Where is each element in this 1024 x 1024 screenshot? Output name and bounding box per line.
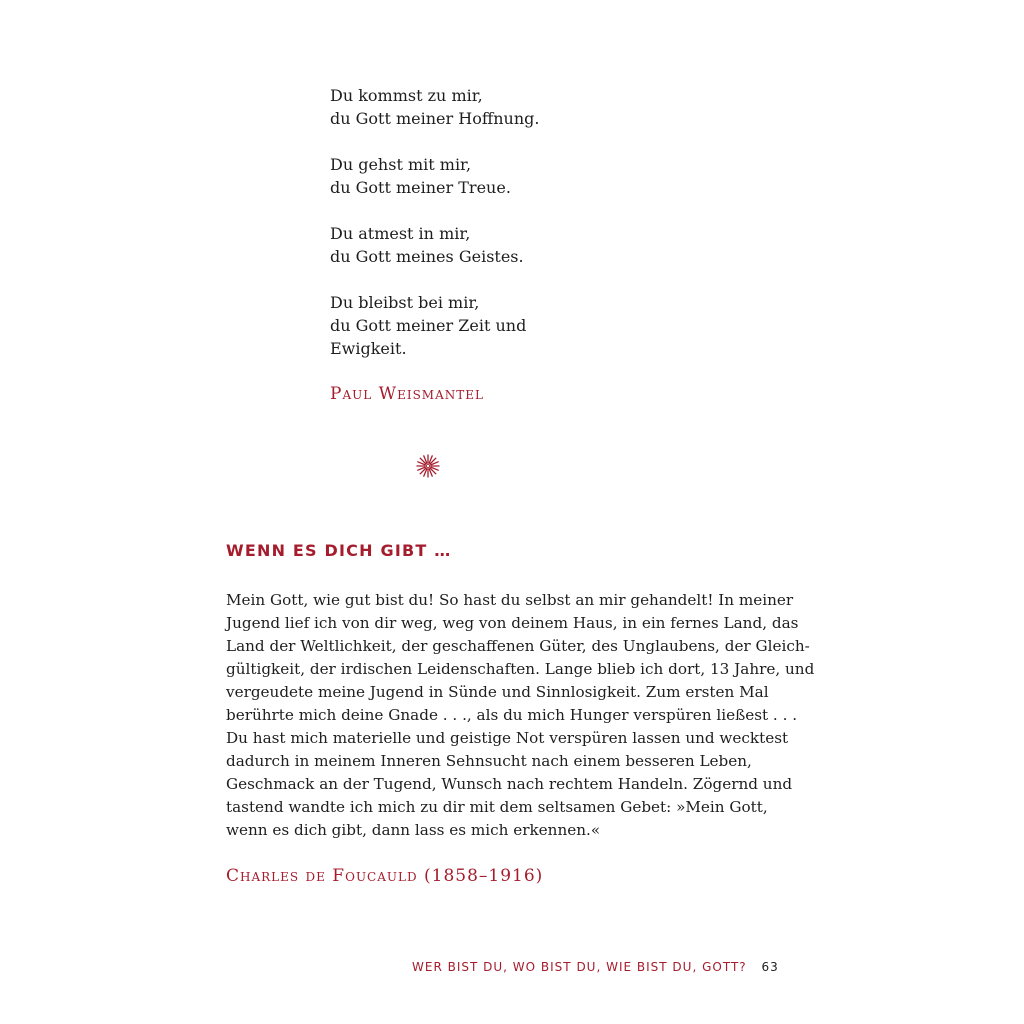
- prose-line: Du hast mich materielle und geistige Not verspüren lassen und wecktest: [226, 729, 789, 747]
- poem-stanza: [330, 291, 730, 360]
- poem-line: Du atmest in mir,: [330, 224, 471, 243]
- poem-line: du Gott meines Geistes.: [330, 247, 524, 266]
- prose-line: Mein Gott, wie gut bist du! So hast du selbst an mir gehandelt! In meiner: [226, 591, 794, 609]
- poem-line: du Gott meiner Zeit und: [330, 316, 527, 335]
- prose-line: Jugend lief ich von dir weg, weg von deinem Haus, in ein fernes Land, das: [226, 614, 799, 632]
- prose-line: dadurch in meinem Inneren Sehnsucht nach einem besseren Leben,: [226, 752, 752, 770]
- section-author: Charles de Foucauld (1858–1916): [226, 866, 544, 886]
- poem-line: Du kommst zu mir,: [330, 86, 483, 105]
- poem-line: Ewigkeit.: [330, 339, 407, 358]
- running-head: WER BIST DU, WO BIST DU, WIE BIST DU, GOTT?: [412, 960, 747, 974]
- page-number: 63: [761, 960, 779, 974]
- poem-line: du Gott meiner Treue.: [330, 178, 511, 197]
- poem-line: Du gehst mit mir,: [330, 155, 472, 174]
- section-title: WENN ES DICH GIBT …: [226, 541, 452, 560]
- prose-paragraph: [226, 589, 815, 842]
- poem-stanza: [330, 84, 730, 130]
- starburst-ornament-icon: [414, 452, 442, 480]
- prose-line: Land der Weltlichkeit, der geschaffenen Güter, des Unglaubens, der Gleich-: [226, 637, 810, 655]
- poem-author: Paul Weismantel: [330, 384, 484, 404]
- prose-line: vergeudete meine Jugend in Sünde und Sinnlosigkeit. Zum ersten Mal: [226, 683, 769, 701]
- poem-stanza: [330, 153, 730, 199]
- page-footer: [412, 960, 779, 974]
- prose-line: berührte mich deine Gnade . . ., als du mich Hunger verspüren ließest . . .: [226, 706, 798, 724]
- poem-line: du Gott meiner Hoffnung.: [330, 109, 540, 128]
- poem: [330, 84, 730, 406]
- prose-line: Geschmack an der Tugend, Wunsch nach rechtem Handeln. Zögernd und: [226, 775, 793, 793]
- poem-stanza: [330, 222, 730, 268]
- prose-line: wenn es dich gibt, dann lass es mich erkennen.«: [226, 821, 601, 839]
- prose-line: gültigkeit, der irdischen Leidenschaften. Lange blieb ich dort, 13 Jahre, und: [226, 660, 815, 678]
- poem-line: Du bleibst bei mir,: [330, 293, 480, 312]
- prose-line: tastend wandte ich mich zu dir mit dem seltsamen Gebet: »Mein Gott,: [226, 798, 768, 816]
